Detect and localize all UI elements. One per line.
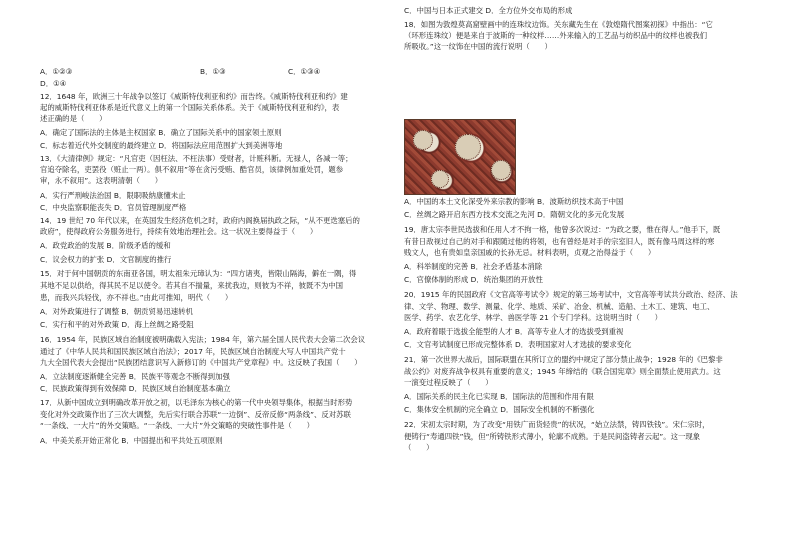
- text-line: C．标志着近代外交制度的最终建立 D．将国际法应用范围扩大到美洲等地: [40, 141, 283, 150]
- text-line: C．中国与日本正式建交 D．全方位外交布局的形成: [404, 6, 573, 15]
- text-line: 一演变过程反映了（ ）: [404, 378, 493, 387]
- text-line: A．政府着眼于选拔全能型的人才 B．高等专业人才的选拔受到重视: [404, 327, 624, 336]
- dunhuang-mural-image: [404, 119, 516, 195]
- option-d: D．①④: [40, 79, 67, 88]
- text-line: 战公约》对废弃战争权具有重要的意义；1945 年缔结的《联合国宪章》则全面禁止使用武力。这: [404, 367, 721, 376]
- text-line: A．对外政策进行了调整 B．朝贡贸易迅速转机: [40, 307, 193, 316]
- text-line: 便铸行“寿通四铁”钱，但“所铸铁形式薄小，轮廓不成熟。于是民间盗铸者云起”。这一现象: [404, 432, 701, 441]
- text-line: 16．1954 年，民族区域自治制度被明确载入宪法；1984 年，第六届全国人民代表大会第二次会议: [40, 335, 366, 344]
- text-line: A．实行严刑峻法治国 B．限职吸纳康懂未止: [40, 191, 186, 200]
- text-line: 医学、药学、农艺化学、林学、兽医学等 21 个专门学科。这说明当时（ ）: [404, 313, 662, 322]
- text-line: C．文官考试制度已形成完整体系 D．表明国家对人才选拔的要求变化: [404, 340, 632, 349]
- text-line: 21．第一次世界大战后，国际联盟在其所订立的盟约中规定了部分禁止战争；1928 年的《巴黎非: [404, 355, 723, 364]
- text-line: 官追夺除名，吏罢役（赃止一两）。俱不叙用”等在贪污受贿、酷官员，该律例加重处罚，题参: [40, 165, 344, 174]
- text-line: 患，而我兴兵轻伐，亦不祥也。”由此可推知，明代（ ）: [40, 293, 233, 302]
- text-line: A．确定了国际法的主体是主权国家 B．确立了国际关系中的国家领土原则: [40, 128, 282, 137]
- text-line: C．议会权力的扩张 D．文官制度的推行: [40, 255, 172, 264]
- text-line: 19．唐太宗李世民选拔和任用人才不拘一格，他曾多次说过：“为政之要，惟在得人。”他手下，既: [404, 225, 721, 234]
- text-line: 贱文人，也有贵如皇亲国戚的长孙无忌。材料表明，贞观之治得益于（ ）: [404, 248, 656, 257]
- text-line: 律、文学、物理、数学、测量、化学、地质、采矿、冶金、机械、造船、土木工、建筑、电工、: [404, 302, 715, 311]
- text-line: C．官僚体制的形成 D．统治集团的开放性: [404, 275, 543, 284]
- text-line: 其地不足以供给，得其民不足以使令。若其自不揣量，来扰我边，则彼为不祥，彼既不为中国: [40, 281, 344, 290]
- text-line: “一条线、一大片”的外交策略。“一条线、一大片”外交策略的突破性事件是（ ）: [40, 421, 314, 430]
- text-line: A．①②③: [40, 67, 73, 76]
- text-line: 17．从新中国成立到明确改革开放之初，以毛泽东为核心的第一代中央领导集体，根据当时形势: [40, 398, 353, 407]
- text-line: 九大全国代表大会提出“民族团结意识写入新修订的《中国共产党章程》中。这反映了我国（ ）: [40, 358, 362, 367]
- text-line: 13．《大清律例》规定：“凡官吏（因枉法、不枉法事）受财者，计赃科断。无禄人，各减一等；: [40, 154, 353, 163]
- text-line: C．民族政策得到有效保障 D．民族区域自治制度基本确立: [40, 384, 231, 393]
- text-line: 政府”，使得政府公务服务进行，持续有效地治理社会。这一状况主要得益于（ ）: [40, 227, 318, 236]
- text-line: 变化对外交政策作出了三次大调整，先后实行联合苏联“一边倒”、反帝反修“两条线”、反对苏联: [40, 410, 351, 419]
- text-line: 18．如图为敦煌莫高窟壁画中的连珠纹边饰。关东藏先生在《敦煌隋代图案初探》中指出：“它: [404, 20, 713, 29]
- text-line: C．中央监察职能丧失 D．官员管理制度严格: [40, 203, 187, 212]
- text-line: A．立法制度逐渐健全完善 B．民族平等观念不断得到加强: [40, 372, 230, 381]
- text-line: C．丝绸之路开启东西方技术交流之先河 D．隋朝文化的多元化发展: [404, 210, 625, 219]
- text-line: 14．19 世纪 70 年代以来，在英国发生经济危机之时，政府内阁换届执政之际，“从不更迭塞后的: [40, 216, 360, 225]
- text-line: 12．1648 年，欧洲三十年战争以签订《威斯特伐利亚和约》而告终。《威斯特伐利亚和约》建: [40, 92, 348, 101]
- text-line: 有昔日敌视过自己的对手和跟随过他的将领，也有曾经是对手的宗室旧人，既有像马周这样的寒: [404, 237, 715, 246]
- text-line: 15．对于何中国朝贡的东南亚各国，明太祖朱元璋认为：“四方诸夷，皆限山隔海，僻在一隅，得: [40, 269, 357, 278]
- text-line: 审，永不叙用”。这表明清朝（ ）: [40, 176, 163, 185]
- option-b: B．①③: [200, 67, 226, 76]
- text-line: 所吸收。”这一纹饰在中国的流行说明（ ）: [404, 42, 552, 51]
- text-line: A．国际关系的民主化已实现 B．国际法的范围和作用有限: [404, 392, 594, 401]
- text-line: 20．1915 年的民国政府《文官高等考试令》规定的第三场考试中，文官高等考试共分政治、经济、法: [404, 290, 738, 299]
- text-line: （环形连珠纹）便是来自于波斯的一种纹样……外来输入的工艺品与纺织品中的纹样也被我们: [404, 31, 708, 40]
- text-line: 起的威斯特伐利亚体系是近代意义上的第一个国际关系体系。关于《威斯特伐利亚和约》，表: [40, 103, 340, 112]
- text-line: A．中美关系开始正常化 B．中国提出和平共处五项原则: [40, 436, 223, 445]
- text-line: C．集体安全机制的完全确立 D．国际安全机制的不断强化: [404, 405, 595, 414]
- text-line: 述正确的是（ ）: [40, 114, 107, 123]
- text-line: C．实行和平的对外政策 D．海上丝绸之路受阻: [40, 320, 194, 329]
- text-line: （ ）: [404, 443, 434, 452]
- text-line: A．中国的本土文化深受外来宗教的影响 B．波斯纺织技术高于中国: [404, 197, 624, 206]
- option-c: C．①③④: [288, 67, 321, 76]
- text-line: 22．宋初太宗时期，为了改变“用铁广而货轻贵”的状况，“始立法禁，铸四铁钱”。宋仁宗时，: [404, 420, 710, 429]
- text-line: A．政党政治的发展 B．阶级矛盾的缓和: [40, 241, 171, 250]
- text-line: A．科举制度的完善 B．社会矛盾基本消除: [404, 262, 543, 271]
- text-line: 通过了《中华人民共和国民族区域自治法》；2017 年，民族区域自治制度大写人中国共产党十: [40, 347, 346, 356]
